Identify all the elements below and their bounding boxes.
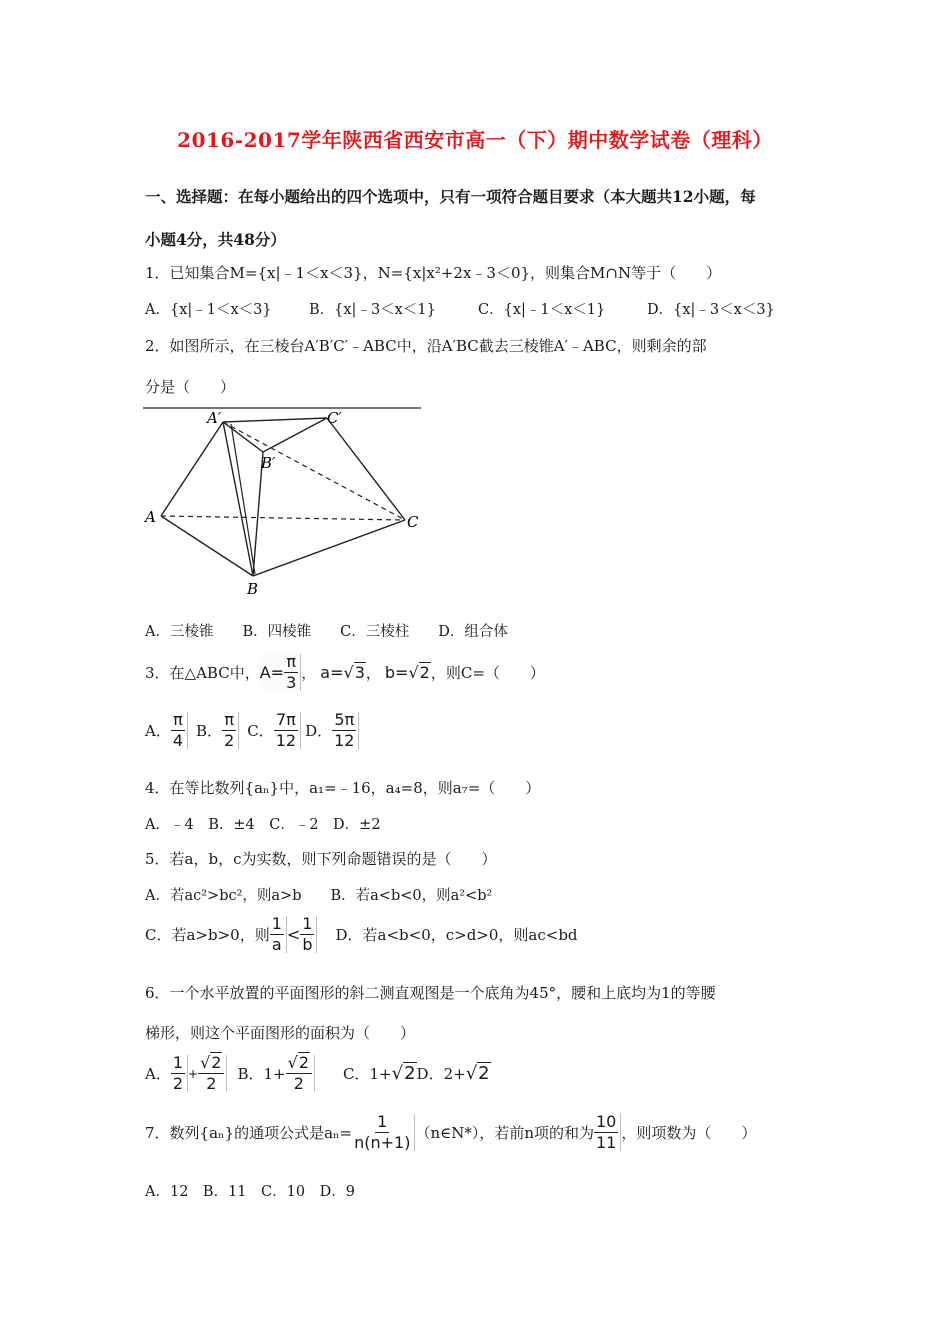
radicand: 2	[419, 663, 430, 682]
q1-option-b: B．{x|﹣3＜x＜1}	[309, 302, 436, 318]
section-heading-line1: 一、选择题：在每小题给出的四个选项中，只有一项符合题目要求（本大题共12小题，每	[145, 187, 756, 206]
q5-option-c-fraction-2	[300, 916, 317, 953]
q6-option-a-root-fraction	[198, 1055, 227, 1092]
fraction-numerator: √2	[286, 1055, 312, 1074]
fraction-numerator: π	[173, 710, 183, 729]
q3-option-c-label: C．	[247, 722, 274, 740]
q3-stem: 3．在△ABC中， A= $\frac{\pi}{3}$ ， a=√3 ， b=√2 ，则C=（ ）	[145, 652, 545, 692]
sqrt-3: √3	[343, 663, 365, 682]
q3-option-b-label: B．	[196, 722, 223, 740]
fraction-denominator: 4	[172, 731, 184, 750]
fraction-numerator: 5π	[334, 710, 355, 729]
fraction-numerator: 10	[596, 1112, 617, 1131]
q3-options	[145, 712, 359, 749]
q7-sum-fraction	[594, 1114, 621, 1151]
q3-cond-b	[385, 663, 431, 682]
fraction-numerator: π	[224, 710, 234, 729]
q6-option-b-label: B．1+	[237, 1065, 286, 1083]
edge-a1-c1	[223, 418, 327, 422]
label-c1: C′	[327, 409, 342, 427]
label-a1: A′	[207, 409, 222, 427]
q3-option-c-fraction	[274, 712, 301, 749]
q6-option-a-label: A．	[145, 1065, 171, 1083]
q6-option-b-root-fraction	[286, 1055, 315, 1092]
q6-option-c-label: C．1+	[343, 1065, 392, 1083]
fraction-denominator: 2	[206, 1074, 217, 1093]
fraction-numerator: 7π	[276, 710, 296, 729]
fraction-numerator: π	[286, 652, 296, 671]
fraction-denominator: a	[271, 935, 282, 954]
radicand: 3	[354, 663, 365, 682]
q6-stem-line2: 梯形，则这个平面图形的面积为（ ）	[145, 1024, 416, 1042]
fraction-numerator: 1	[302, 914, 313, 933]
q3-option-d-fraction	[332, 712, 359, 749]
less-than-sign: <	[286, 925, 301, 944]
edge-a1-c-hidden	[223, 422, 405, 520]
q7-prefix: 7．数列{aₙ}的通项公式是aₙ=	[145, 1124, 353, 1142]
q7-stem	[145, 1114, 756, 1151]
fraction-numerator: 1	[377, 1112, 388, 1131]
fraction-denominator: 2	[172, 1074, 184, 1093]
edge-a1-b1	[223, 422, 263, 452]
edge-c1-c	[327, 418, 405, 520]
edge-c1-b1	[263, 418, 327, 452]
label-b1: B′	[261, 454, 276, 472]
fraction-denominator: 12	[275, 731, 297, 750]
edge-b-c	[253, 520, 405, 576]
q3-option-a-label: A．	[145, 722, 171, 740]
label-c: C	[407, 513, 419, 531]
q3-option-d-label: D．	[305, 722, 333, 740]
fraction-denominator: 2	[224, 731, 235, 750]
q6-option-c-sqrt: √2	[391, 1063, 416, 1084]
q3-cond-b-lhs: b=	[384, 663, 409, 682]
q7-suffix: ，则项数为（ ）	[621, 1124, 757, 1142]
q6-option-d-sqrt: √2	[465, 1063, 490, 1084]
edge-a1-a	[161, 422, 223, 516]
edge-a1-b	[223, 422, 253, 576]
fraction-numerator: 1	[172, 1053, 184, 1072]
q1-option-d: D．{x|﹣3＜x＜3}	[647, 302, 775, 318]
q2-options: A．三棱锥 B．四棱锥 C．三棱柱 D．组合体	[145, 624, 508, 640]
q1-stem: 1．已知集合M={x|﹣1＜x＜3}，N={x|x²+2x﹣3＜0}，则集合M∩N等于（ ）	[145, 264, 722, 282]
q1-option-c: C．{x|﹣1＜x＜1}	[478, 302, 606, 318]
fraction-denominator: n(n+1)	[354, 1133, 411, 1152]
radicand: 2	[298, 1053, 310, 1072]
q5-option-c-fraction-1	[270, 916, 287, 953]
edge-a-b	[161, 516, 253, 576]
radicand: 2	[478, 1063, 490, 1084]
label-a: A	[145, 508, 156, 526]
q1-option-a: A．{x|﹣1＜x＜3}	[145, 302, 272, 318]
q5-option-d: D．若a<b<0，c>d>0，则ac<bd	[335, 926, 578, 944]
q3-cond-a-lhs: a=	[320, 663, 344, 682]
fraction-numerator: √2	[198, 1055, 224, 1074]
frustum-figure	[143, 404, 423, 596]
q6-stem-line1: 6．一个水平放置的平面图形的斜二测直观图是一个底角为45°，腰和上底均为1的等腰	[145, 984, 716, 1002]
q7-middle: （n∈N*），若前n项的和为	[415, 1124, 594, 1142]
q3-option-b-fraction	[222, 712, 239, 749]
q6-option-d-label: D．2+	[416, 1065, 466, 1083]
q2-stem-line2: 分是（ ）	[145, 378, 236, 396]
sqrt-2: √2	[408, 663, 430, 682]
q5-option-c-prefix: C．若a>b>0，则	[145, 926, 270, 944]
page-title: 2016-2017学年陕西省西安市高一（下）期中数学试卷（理科）	[177, 128, 773, 152]
label-b: B	[247, 580, 259, 596]
q6-option-a-fraction	[171, 1055, 188, 1092]
q5-stem: 5．若a，b，c为实数，则下列命题错误的是（ ）	[145, 850, 497, 868]
q7-general-term-fraction	[352, 1114, 415, 1151]
q3-option-a-fraction	[171, 712, 188, 749]
fraction-denominator: 3	[286, 673, 297, 692]
q5-options-ab: A．若ac²>bc²，则a>b B．若a<b<0，则a²<b²	[145, 888, 493, 904]
q3-suffix: ，则C=（ ）	[430, 664, 545, 682]
fraction-denominator: 11	[596, 1133, 617, 1152]
fraction-denominator: 2	[293, 1074, 304, 1093]
q3-prefix: 3．在△ABC中，	[145, 664, 260, 682]
radicand: 2	[211, 1053, 222, 1072]
radicand: 2	[404, 1063, 416, 1084]
fraction-numerator: 1	[271, 914, 282, 933]
fraction-denominator: 12	[334, 731, 355, 750]
q3-cond-angle-fraction	[284, 654, 301, 691]
edge-a1-b-inner	[231, 424, 255, 574]
q3-cond-angle	[260, 654, 302, 691]
fraction-denominator: b	[302, 935, 313, 954]
q6-options	[145, 1055, 491, 1092]
q7-options: A．12 B．11 C．10 D．9	[145, 1184, 355, 1200]
q4-stem: 4．在等比数列{aₙ}中，a₁=﹣16，a₄=8，则a₇=（ ）	[145, 779, 541, 797]
q3-cond-angle-lhs: A=	[259, 663, 285, 682]
q3-cond-a	[320, 663, 366, 682]
plus-sign: +	[188, 1066, 199, 1081]
q5-options-cd	[145, 916, 578, 953]
edge-a-c-hidden	[161, 516, 405, 520]
q4-options: A．﹣4 B．±4 C．﹣2 D．±2	[145, 817, 381, 833]
q2-stem-line1: 2．如图所示，在三棱台A′B′C′﹣ABC中，沿A′BC截去三棱锥A′﹣ABC，则剩余的部	[145, 337, 707, 355]
section-heading-line2: 小题4分，共48分）	[145, 230, 286, 249]
